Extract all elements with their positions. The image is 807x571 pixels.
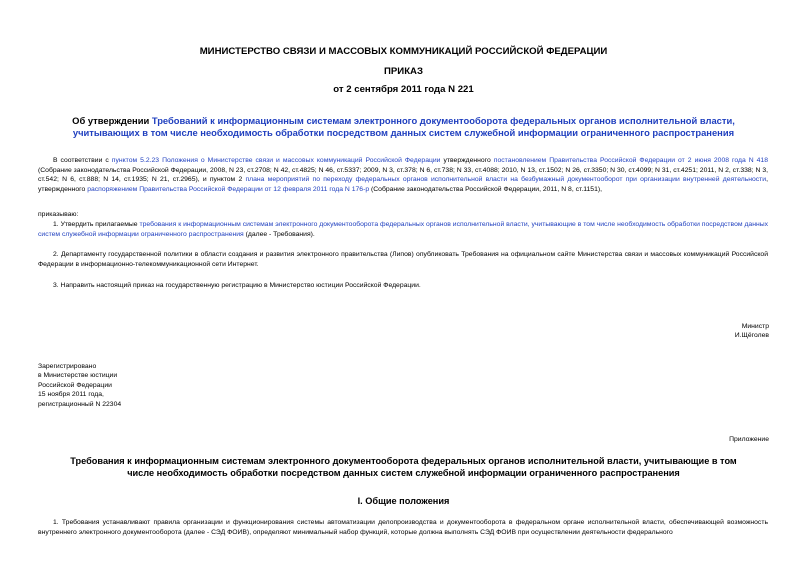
registration-line: в Министерстве юстиции <box>38 372 118 380</box>
requirements-title: Требования к информационным системам электронного документооборота федеральных органов исполнительной власти, учитывающие в том числе необходимость обработки посредством данных систем служебной информации ограниченного распространения <box>70 456 737 478</box>
document-title <box>55 115 752 139</box>
ministry-heading: МИНИСТЕРСТВО СВЯЗИ И МАССОВЫХ КОММУНИКАЦИЙ РОССИЙСКОЙ ФЕДЕРАЦИИ <box>199 46 608 57</box>
item-1-link[interactable]: требования к информационным системам электронного документооборота федеральных органов исполнительной власти, учитывающие в том числе необходимость обработки посредством данных систем служебной информации ограниченного распространения <box>38 221 768 238</box>
section-paragraph: 1. Требования устанавливают правила организации и функционирования системы автоматизации делопроизводства и документооборота в федеральном органе исполнительной власти, обеспечивающей возможность внутреннего электронного документооборота (далее - СЭД ФОИВ), определяют минимальный набор функций, которые должна выполнять СЭД ФОИВ при осуществлении деятельности федерального <box>38 519 768 536</box>
item-1 <box>38 220 768 239</box>
section-title: I. Общие положения <box>357 496 450 506</box>
title-prefix: Об утверждении <box>72 115 152 126</box>
preamble-text-1: В соответствии с <box>53 157 112 164</box>
item-2: 2. Департаменту государственной политики в области создания и развития электронного правительства (Липов) опубликовать Требования на официальном сайте Министерства связи и массовых коммуникаций Российской Федерации в информационно-телекоммуникационной сети Интернет. <box>38 251 768 268</box>
registration-line: регистрационный N 22304 <box>38 400 122 408</box>
preamble-link-regulation[interactable]: пунктом 5.2.23 Положения о Министерстве связи и массовых коммуникаций Российской Федерации <box>111 157 441 164</box>
title-link[interactable]: Требований к информационным системам электронного документооборота федеральных органов исполнительной власти, учитывающих в том числе необходимость обработки посредством данных систем служебной информации ограниченного распространения <box>72 115 735 138</box>
preamble-text-4: , утвержденного <box>38 176 768 193</box>
document-type: ПРИКАЗ <box>384 66 423 77</box>
preamble-link-order[interactable]: распоряжением Правительства Российской Федерации от 12 февраля 2011 года N 176-р <box>87 185 370 193</box>
preamble-paragraph <box>38 156 768 194</box>
registration-block <box>38 362 121 409</box>
order-word: приказываю: <box>38 211 79 218</box>
registration-line: Российской Федерации <box>38 381 112 389</box>
preamble-link-resolution[interactable]: постановлением Правительства Российской Федерации от 2 июня 2008 года N 418 <box>493 157 768 164</box>
preamble-link-plan[interactable]: плана мероприятий по переходу федеральных органов исполнительной власти на безбумажный документооборот при организации внутренней деятельности <box>245 176 767 184</box>
preamble-text-3: (Собрание законодательства Российской Федерации, 2008, N 23, ст.2708; N 42, ст.4825; N 46, ст.5337; 2009, N 3, ст.378; N 6, ст.738; N 33, ст.4088; 2010, N 13, ст.1502; N 26, ст.3350; N 30, ст.4099; N 31, ст.4251; 2011, N 2, ст.338; N 3, ст.542; N 6, ст.888; N 14, ст.1935; N 21, ст.2965), и пунктом 2 <box>38 166 768 184</box>
signature-position: Министр <box>741 323 769 330</box>
preamble-text-5: (Собрание законодательства Российской Федерации, 2011, N 8, ст.1151), <box>369 185 603 193</box>
item-1-tail: (далее - Требования). <box>243 230 315 238</box>
registration-line: Зарегистрировано <box>38 363 97 370</box>
registration-line: 15 ноября 2011 года, <box>38 391 104 399</box>
preamble-text-2: утвержденного <box>440 157 494 164</box>
document-date-number: от 2 сентября 2011 года N 221 <box>333 84 474 95</box>
signature-block <box>735 322 769 341</box>
item-1-text: 1. Утвердить прилагаемые <box>53 221 140 228</box>
appendix-label: Приложение <box>729 436 769 443</box>
signature-name: И.Щёголев <box>734 332 769 340</box>
item-3: 3. Направить настоящий приказ на государственную регистрацию в Министерство юстиции Российской Федерации. <box>53 282 421 289</box>
